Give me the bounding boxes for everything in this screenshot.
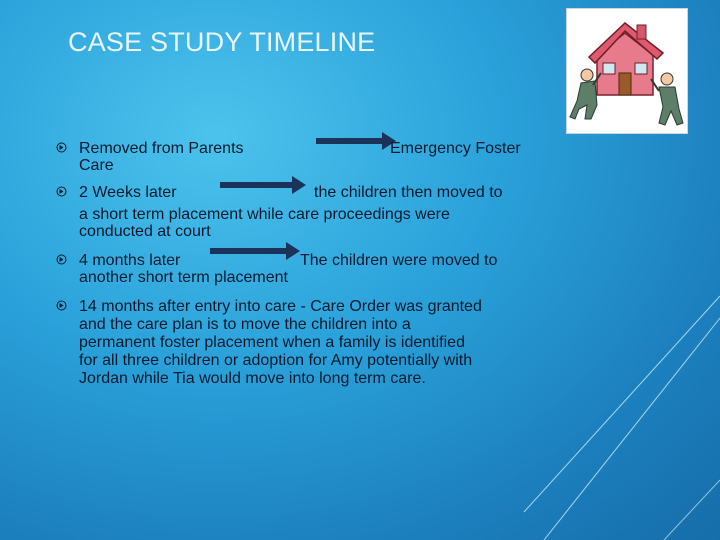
bullet-icon	[56, 142, 67, 153]
slide-title: CASE STUDY TIMELINE	[68, 27, 376, 57]
bullet-2-continuation: conducted at court	[79, 223, 211, 240]
right-arrow-icon	[316, 132, 398, 150]
bullet-1-right-text: Emergency Foster	[390, 140, 521, 157]
bullet-4-line: and the care plan is to move the children into a	[79, 316, 411, 333]
bullet-3-left-text: 4 months later	[79, 252, 181, 269]
bullet-icon	[56, 254, 67, 265]
bullet-2-left-text: 2 Weeks later	[79, 184, 177, 201]
bullet-3-continuation: another short term placement	[79, 269, 288, 286]
bullet-3-right-text: The children were moved to	[300, 252, 498, 269]
right-arrow-icon	[210, 242, 302, 260]
bullet-4-line: Jordan while Tia would move into long term care.	[79, 370, 426, 387]
bullet-2-right-text: the children then moved to	[314, 184, 503, 201]
bullet-4-line: for all three children or adoption for Amy potentially with	[79, 352, 473, 369]
bullet-1-continuation: Care	[79, 157, 114, 174]
bullet-2-continuation: a short term placement while care proceedings were	[79, 206, 450, 223]
bullet-icon	[56, 300, 67, 311]
bullet-icon	[56, 186, 67, 197]
bullet-4-line: permanent foster placement when a family is identified	[79, 334, 465, 351]
bullet-4-line: 14 months after entry into care - Care Order was granted	[79, 298, 482, 315]
movers-carrying-house-icon	[566, 8, 688, 134]
bullet-1-left-text: Removed from Parents	[79, 140, 244, 157]
right-arrow-icon	[220, 176, 308, 194]
